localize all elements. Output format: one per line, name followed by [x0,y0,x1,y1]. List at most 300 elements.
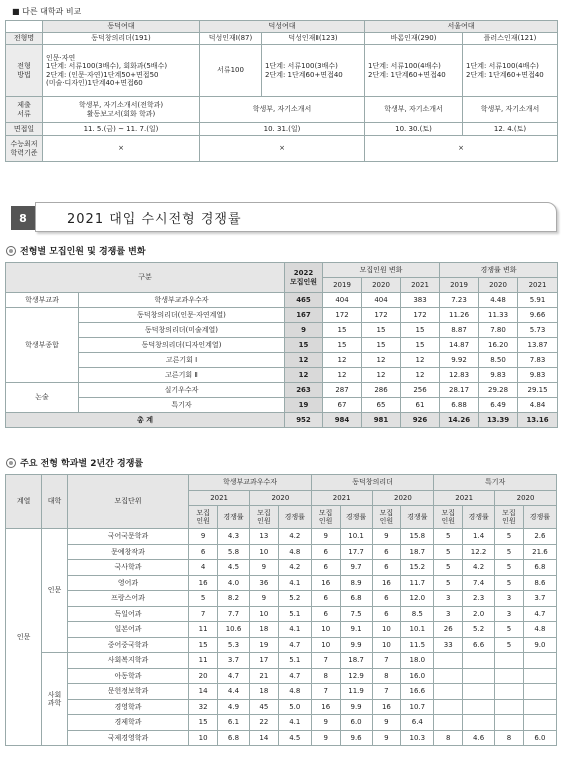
cell: 4.2 [278,529,311,545]
table-row [6,398,558,413]
cell: × [43,136,200,162]
cell: 6.8 [340,591,372,607]
cell: 19 [285,398,323,413]
cell: 172 [401,308,440,323]
cell [523,715,556,731]
dept-name: 중어중국학과 [67,637,188,653]
group-label: 학생부교과 [6,293,79,308]
cell: 7 [311,653,340,669]
cell [523,668,556,684]
h-group: 동덕창의리더 [311,475,434,491]
cell: 7.83 [518,353,558,368]
cell: 4.5 [278,730,311,746]
table-row [6,668,557,684]
cell: 6.4 [401,715,434,731]
cell: 6.8 [523,560,556,576]
cell [434,668,463,684]
cell: 12 [323,368,362,383]
table-row [6,684,557,700]
cell: 18 [249,684,278,700]
cell: 16.0 [401,668,434,684]
h-comp: 경쟁률 [278,506,311,529]
cell [463,653,495,669]
subheading-1-text: 전형별 모집인원 및 경쟁률 변화 [20,247,146,257]
cell [495,653,524,669]
cell: 13.16 [518,413,558,428]
cell: 18.7 [401,544,434,560]
cell: 9 [372,730,401,746]
cell: 6 [189,544,218,560]
cell: 5 [434,544,463,560]
cell: 12 [401,353,440,368]
cell: 9.1 [340,622,372,638]
cell: 12 [401,368,440,383]
table-row [6,529,557,545]
cell: 16 [311,699,340,715]
h-comp: 경쟁률 [463,506,495,529]
cell: 4.7 [523,606,556,622]
cell: × [365,136,558,162]
cell: 9 [249,560,278,576]
cell: 7.4 [463,575,495,591]
h-count: 모집 인원 [189,506,218,529]
cell [463,684,495,700]
row-label-interview: 면접일 [6,123,43,136]
cell: 9.6 [340,730,372,746]
cell: 15 [285,338,323,353]
cell: 2.3 [463,591,495,607]
h-comp: 경쟁률 [218,506,250,529]
cell: 4.7 [278,668,311,684]
row-label: 실기우수자 [79,383,285,398]
row-label: 고른기회 Ⅱ [79,368,285,383]
cell: 4.4 [218,684,250,700]
cell: 9 [311,730,340,746]
cell: 16.6 [401,684,434,700]
h-count: 모집 인원 [495,506,524,529]
h-group: 학생부교과우수자 [189,475,312,491]
row-label-docs: 제출 서류 [6,97,43,123]
cell: 1단계: 서류100(4배수) 2단계: 1단계60+면접40 [365,45,463,97]
cell: 61 [401,398,440,413]
dept-competition-table [5,474,557,746]
cell: 3.7 [218,653,250,669]
cell: 16 [189,575,218,591]
cell: 9.9 [340,699,372,715]
cell: 학생부, 자기소개서 [200,97,365,123]
cell: 15 [401,338,440,353]
cell: 6 [372,544,401,560]
h-comp: 경쟁률 변화 [440,263,558,278]
cell: 2.0 [463,606,495,622]
cell: 4.2 [463,560,495,576]
cell: 11.5 [401,637,434,653]
cell: 8.5 [401,606,434,622]
cell: 1단계: 서류100(4배수) 2단계: 1단계60+면접40 [463,45,558,97]
university-compare-table [5,20,558,162]
cell: 286 [362,383,401,398]
section-number: 8 [11,206,35,230]
college-label: 사회 과학 [42,653,68,746]
cell: 서류100 [200,45,262,97]
cell: 26 [434,622,463,638]
cell: 2.6 [523,529,556,545]
h-count: 모집 인원 [249,506,278,529]
table-row [6,653,557,669]
cell: 383 [401,293,440,308]
cell: 10.1 [401,622,434,638]
cell: 5.1 [278,653,311,669]
cell: 10. 30.(토) [365,123,463,136]
cell: 4.7 [218,668,250,684]
h-year: 2020 [249,490,311,506]
cell: 952 [285,413,323,428]
total-label: 총 계 [6,413,285,428]
cell: 984 [323,413,362,428]
h-count: 모집 인원 [372,506,401,529]
cell: 10 [311,637,340,653]
cell: 플러스인재(121) [463,33,558,45]
row-label: 고른기회 Ⅰ [79,353,285,368]
year-header: 2019 [440,278,479,293]
dept-name: 아동학과 [67,668,188,684]
cell: 29.15 [518,383,558,398]
dept-name: 독일어과 [67,606,188,622]
cell: 5 [495,529,524,545]
cell: 21.6 [523,544,556,560]
cell: 9 [285,323,323,338]
cell: 22 [249,715,278,731]
cell: 4.2 [278,560,311,576]
cell: 20 [189,668,218,684]
circle-bullet-icon [6,458,16,468]
cell [523,699,556,715]
cell: 21 [249,668,278,684]
cell: 15.2 [401,560,434,576]
cell: 6 [311,606,340,622]
cell: 10 [372,622,401,638]
cell: 6.0 [523,730,556,746]
cell: 10 [311,622,340,638]
cell: 12.2 [463,544,495,560]
cell: 4.1 [278,715,311,731]
row-label: 동덕창의리더(디자인계열) [79,338,285,353]
cell: 11 [189,653,218,669]
cell: 15 [362,338,401,353]
cell: 9 [372,715,401,731]
cell: 12.83 [440,368,479,383]
cell: 263 [285,383,323,398]
cell: 9.7 [340,560,372,576]
cell: 10.6 [218,622,250,638]
cell: 287 [323,383,362,398]
dept-name: 문헌정보학과 [67,684,188,700]
compare-note: ■ 다른 대학과 비교 [12,7,82,16]
cell: 172 [323,308,362,323]
section-title: 2021 대입 수시전형 경쟁률 [67,212,242,227]
dept-name: 문예창작과 [67,544,188,560]
cell: 15 [362,323,401,338]
cell: 981 [362,413,401,428]
cell: 3 [495,606,524,622]
dept-name: 일본어과 [67,622,188,638]
cell: 5.91 [518,293,558,308]
h-year: 2020 [372,490,434,506]
cell: 9.9 [340,637,372,653]
cell: 9.83 [518,368,558,383]
group-label: 학생부종합 [6,308,79,383]
cell: 덕성인재Ⅰ(87) [200,33,262,45]
cell: 14 [189,684,218,700]
cell: 926 [401,413,440,428]
cell: 5 [495,622,524,638]
h-2022: 2022 모집인원 [285,263,323,293]
cell: 학생부, 자기소개서 [365,97,463,123]
cell: 9 [311,529,340,545]
cell: 14.26 [440,413,479,428]
subheading-1 [6,244,146,257]
cell: × [200,136,365,162]
cell: 4.9 [218,699,250,715]
cell [434,699,463,715]
cell: 6 [372,606,401,622]
cell: 9 [249,591,278,607]
cell: 4.3 [218,529,250,545]
cell: 12. 4.(토) [463,123,558,136]
cell: 18.0 [401,653,434,669]
row-label-method: 전형 방법 [6,45,43,97]
table-row [6,715,557,731]
section-header [5,202,557,232]
total-row [6,413,558,428]
year-header: 2021 [401,278,440,293]
dept-name: 국제경영학과 [67,730,188,746]
cell: 11.7 [401,575,434,591]
cell [523,653,556,669]
cell: 12 [362,353,401,368]
dept-name: 프랑스어과 [67,591,188,607]
cell: 3 [434,606,463,622]
cell: 404 [323,293,362,308]
table-row [6,323,558,338]
dept-name: 경제학과 [67,715,188,731]
cell: 5 [189,591,218,607]
cell: 18 [249,622,278,638]
row-label: 특기자 [79,398,285,413]
cell: 5.3 [218,637,250,653]
year-header: 2020 [479,278,518,293]
cell: 9.66 [518,308,558,323]
cell: 15 [323,323,362,338]
cell: 6.88 [440,398,479,413]
cell: 7 [311,684,340,700]
table-row [6,730,557,746]
cell: 6 [311,591,340,607]
cell: 5.2 [278,591,311,607]
cell: 9.83 [479,368,518,383]
table-row [6,699,557,715]
header-seoulwomen: 서울여대 [365,21,558,33]
h-daehak: 대학 [42,475,68,529]
cell: 7.7 [218,606,250,622]
admission-change-table [5,262,558,428]
cell: 5.73 [518,323,558,338]
cell: 4.5 [218,560,250,576]
cell: 15 [189,715,218,731]
cell: 1.4 [463,529,495,545]
h-unit: 모집단위 [67,475,188,529]
cell: 8 [372,668,401,684]
cell: 6.6 [463,637,495,653]
cell: 10 [249,606,278,622]
table-row [6,293,558,308]
cell: 10.7 [401,699,434,715]
cell: 6 [372,591,401,607]
cell: 5 [495,544,524,560]
table-row [6,606,557,622]
compare-corner [6,21,43,33]
cell: 4.7 [278,637,311,653]
cell: 10. 31.(일) [200,123,365,136]
cell: 8.9 [340,575,372,591]
cell: 18.7 [340,653,372,669]
cell: 5 [495,560,524,576]
row-label: 학생부교과우수자 [79,293,285,308]
cell: 172 [362,308,401,323]
h-mojip: 모집인원 변화 [323,263,440,278]
cell [495,684,524,700]
cell: 28.17 [440,383,479,398]
table-row [6,591,557,607]
cell: 5.0 [278,699,311,715]
year-header: 2021 [518,278,558,293]
cell: 15.8 [401,529,434,545]
cell: 10 [189,730,218,746]
dept-name: 국사학과 [67,560,188,576]
cell [523,684,556,700]
cell [434,684,463,700]
dept-name: 영어과 [67,575,188,591]
group-label: 논술 [6,383,79,413]
cell: 19 [249,637,278,653]
cell: 6.8 [218,730,250,746]
cell: 5 [434,560,463,576]
cell: 3 [495,591,524,607]
cell: 7 [372,684,401,700]
cell: 5 [495,575,524,591]
subheading-2-text: 주요 전형 학과별 2년간 경쟁률 [20,459,144,469]
cell: 덕성인재Ⅱ(123) [262,33,365,45]
cell: 9.0 [523,637,556,653]
cell: 12.9 [340,668,372,684]
subheading-2 [6,456,143,469]
dept-name: 국어국문학과 [67,529,188,545]
cell: 36 [249,575,278,591]
cell: 8 [495,730,524,746]
cell: 13 [249,529,278,545]
cell: 4.0 [218,575,250,591]
table-row [6,622,557,638]
cell: 5 [434,575,463,591]
cell: 11 [189,622,218,638]
cell: 4.1 [278,575,311,591]
table-row [6,308,558,323]
cell: 5.2 [463,622,495,638]
cell: 32 [189,699,218,715]
cell: 16 [372,699,401,715]
cell: 11.33 [479,308,518,323]
cell: 9 [189,529,218,545]
cell: 4.48 [479,293,518,308]
cell [463,699,495,715]
cell: 15 [189,637,218,653]
h-comp: 경쟁률 [340,506,372,529]
cell: 9 [372,529,401,545]
cell: 11. 5.(금) ~ 11. 7.(일) [43,123,200,136]
h-count: 모집 인원 [311,506,340,529]
year-header: 2019 [323,278,362,293]
cell: 15 [401,323,440,338]
header-duksung: 덕성여대 [200,21,365,33]
cell: 10.1 [340,529,372,545]
h-comp: 경쟁률 [523,506,556,529]
cell: 7.23 [440,293,479,308]
cell: 5.8 [218,544,250,560]
table-row [6,544,557,560]
h-comp: 경쟁률 [401,506,434,529]
cell: 465 [285,293,323,308]
cell: 7.5 [340,606,372,622]
cell: 8.87 [440,323,479,338]
cell: 8 [311,668,340,684]
cell: 6 [311,560,340,576]
cell: 5.1 [278,606,311,622]
table-row [6,353,558,368]
cell: 12 [323,353,362,368]
cell: 7 [372,653,401,669]
cell: 256 [401,383,440,398]
cell [495,715,524,731]
cell: 4 [189,560,218,576]
cell: 15 [323,338,362,353]
cell: 동덕창의리더(191) [43,33,200,45]
cell: 12 [362,368,401,383]
dept-name: 경영학과 [67,699,188,715]
row-label: 동덕창의리더(인문·자연계열) [79,308,285,323]
cell: 16 [311,575,340,591]
cell: 1단계: 서류100(3배수) 2단계: 1단계60+면접40 [262,45,365,97]
table-row [6,338,558,353]
table-row [6,383,558,398]
table-row [6,560,557,576]
cell: 8 [434,730,463,746]
cell: 13.87 [518,338,558,353]
cell: 45 [249,699,278,715]
h-gubun: 구분 [6,263,285,293]
table-row [6,368,558,383]
dept-name: 사회복지학과 [67,653,188,669]
cell: 6.0 [340,715,372,731]
h-year: 2021 [311,490,372,506]
h-year: 2020 [495,490,557,506]
cell: 8.2 [218,591,250,607]
circle-bullet-icon [6,246,16,256]
cell [434,715,463,731]
cell [463,668,495,684]
cell: 29.28 [479,383,518,398]
cell: 17.7 [340,544,372,560]
cell [495,668,524,684]
